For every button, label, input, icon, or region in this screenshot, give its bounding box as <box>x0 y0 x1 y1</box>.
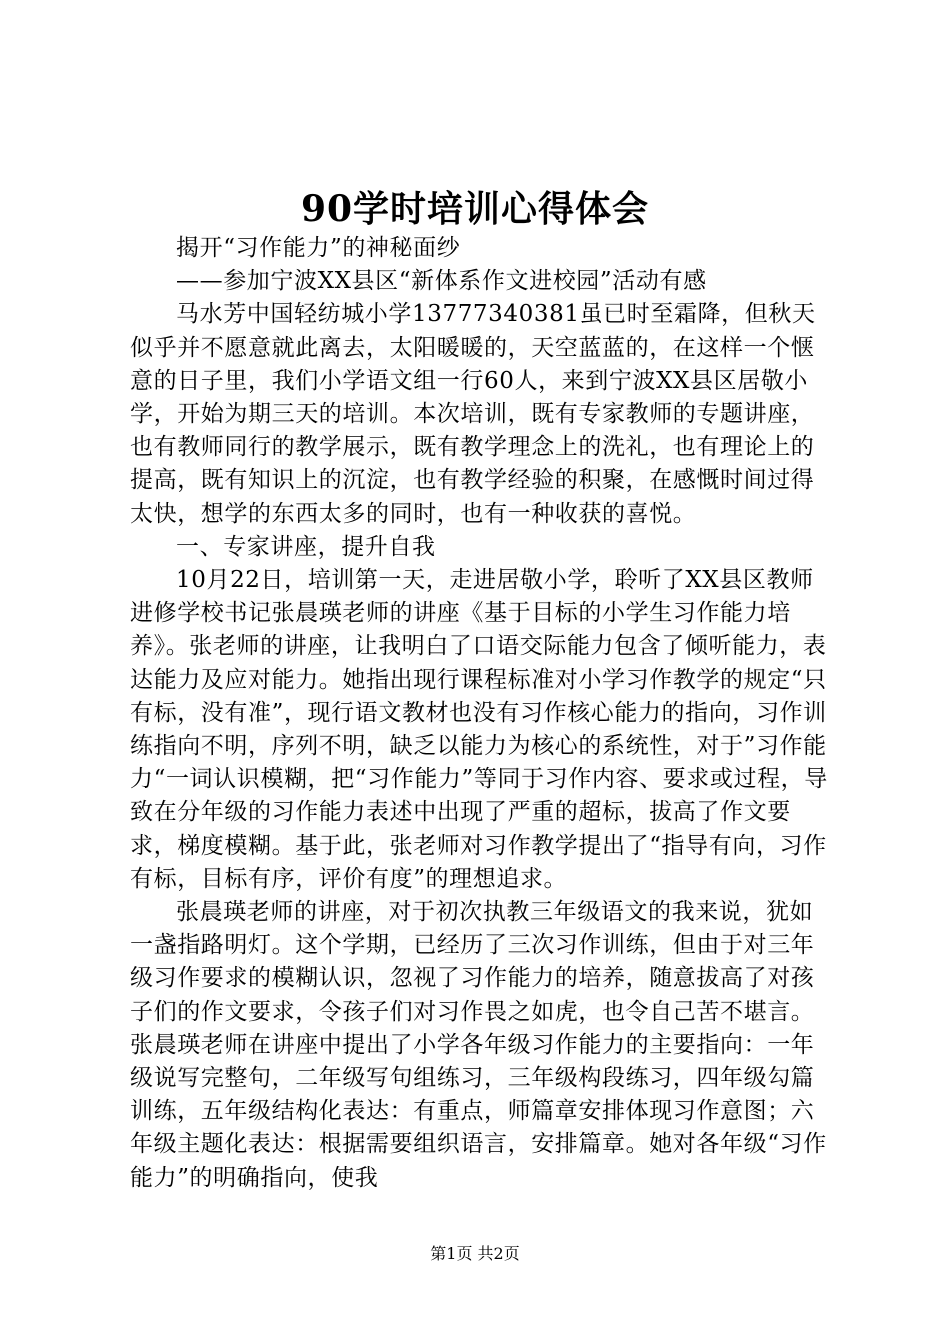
section-heading: 一、专家讲座，提升自我 <box>176 533 436 560</box>
document-title: 90学时培训心得体会 <box>300 188 650 230</box>
document-body <box>130 232 830 1195</box>
page-footer: 第1页 共2页 <box>430 1244 520 1263</box>
paragraph-lecture: 10月22日，培训第一天，走进居敬小学，聆听了XX县区教师进修学校书记张晨瑛老师的讲座《基于目标的小学生习作能力培养》。张老师的讲座，让我明白了口语交际能力包含了倾听能力，表达能力及应对能力。她指出现行课程标准对小学习作教学的规定“只有标，没有准”，现行语文教材也没有习作核心能力的指向，习作训练指向不明，序列不明，缺乏以能力为核心的系统性，对于”习作能力“一词认识模糊，把“习作能力”等同于习作内容、要求或过程，导致在分年级的习作能力表述中出现了严重的超标，拔高了作文要求，梯度模糊。基于此，张老师对习作教学提出了“指导有向，习作有标，目标有序，评价有度”的理想追求。 <box>130 567 828 892</box>
paragraph-reflection: 张晨瑛老师的讲座，对于初次执教三年级语文的我来说，犹如一盏指路明灯。这个学期，已经历了三次习作训练，但由于对三年级习作要求的模糊认识，忽视了习作能力的培养，随意拔高了对孩子们的作文要求，令孩子们对习作畏之如虎，也令自己苦不堪言。张晨瑛老师在讲座中提出了小学各年级习作能力的主要指向：一年级说写完整句，二年级写句组练习，三年级构段练习，四年级勾篇训练，五年级结构化表达：有重点，师篇章安排体现习作意图；六年级主题化表达：根据需要组织语言，安排篇章。她对各年级“习作能力”的明确指向，使我 <box>130 899 827 1191</box>
paragraph-intro: 马水芳中国轻纺城小学13777340381虽已时至霜降，但秋天似乎并不愿意就此离去，太阳暖暖的，天空蓝蓝的，在这样一个惬意的日子里，我们小学语文组一行60人，来到宁波XX县区居敬小学，开始为期三天的培训。本次培训，既有专家教师的专题讲座，也有教师同行的教学展示，既有教学理念上的洗礼，也有理论上的提高，既有知识上的沉淀，也有教学经验的积聚，在感慨时间过得太快，想学的东西太多的同时，也有一种收获的喜悦。 <box>130 301 816 527</box>
subtitle: 揭开“习作能力”的神秘面纱 <box>176 235 461 261</box>
sub-subtitle: ——参加宁波XX县区“新体系作文进校园”活动有感 <box>176 268 707 295</box>
